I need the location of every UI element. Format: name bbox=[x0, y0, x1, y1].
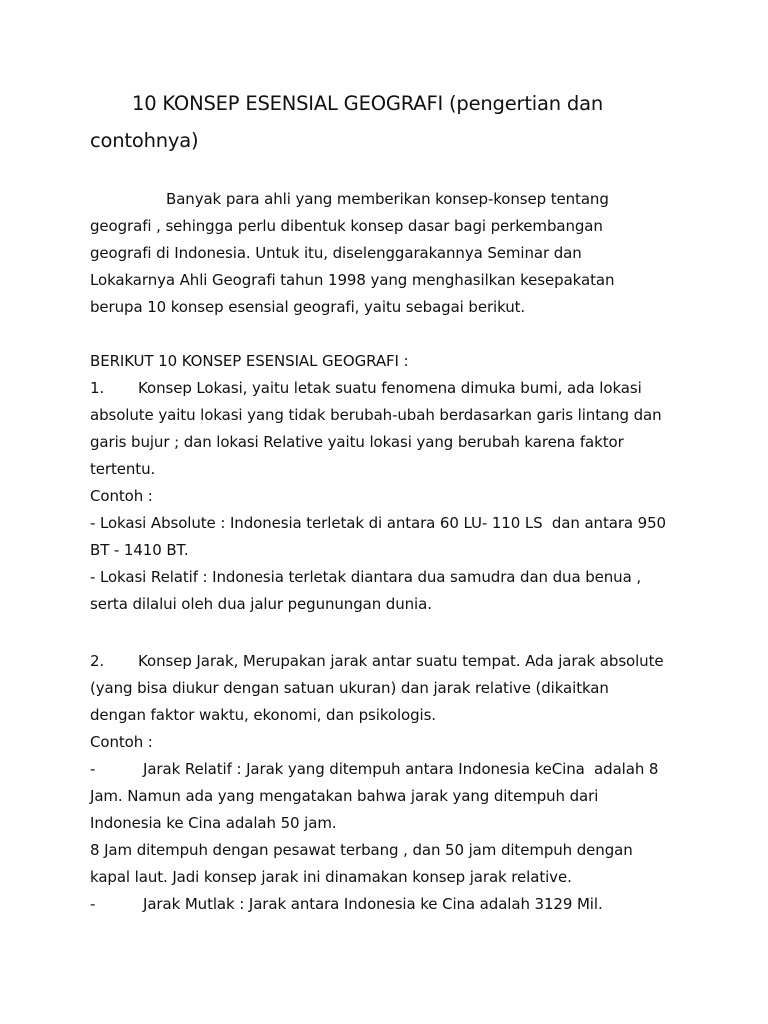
intro-line: Banyak para ahli yang memberikan konsep-konsep tentang bbox=[166, 190, 609, 208]
concept-2-line: dengan faktor waktu, ekonomi, dan psikologis. bbox=[90, 706, 436, 724]
concept-1-example-label: Contoh : bbox=[90, 487, 153, 505]
concept-1-first-line bbox=[90, 378, 642, 398]
concept-2-example-line: 8 Jam ditempuh dengan pesawat terbang , dan 50 jam ditempuh dengan bbox=[90, 841, 633, 859]
concept-2-first-line bbox=[90, 651, 664, 671]
concept-1-line: absolute yaitu lokasi yang tidak berubah-ubah berdasarkan garis lintang dan bbox=[90, 406, 662, 424]
concept-2-example-line: Indonesia ke Cina adalah 50 jam. bbox=[90, 814, 337, 832]
concept-2-example-line: Jam. Namun ada yang mengatakan bahwa jarak yang ditempuh dari bbox=[90, 787, 599, 805]
concept-1-number: 1. bbox=[90, 379, 105, 397]
concept-2-text: Konsep Jarak, Merupakan jarak antar suatu tempat. Ada jarak absolute bbox=[138, 652, 664, 670]
concept-2-example-label: Contoh : bbox=[90, 733, 153, 751]
concept-1-line: tertentu. bbox=[90, 460, 156, 478]
concept-2-example-2-line bbox=[90, 894, 603, 914]
concept-2-example-1-first-line bbox=[90, 759, 658, 779]
intro-line: geografi , sehingga perlu dibentuk konsep dasar bagi perkembangan bbox=[90, 217, 603, 235]
title-line-2: contohnya) bbox=[90, 129, 199, 152]
concept-1-example-line: - Lokasi Relatif : Indonesia terletak diantara dua samudra dan dua benua , bbox=[90, 568, 641, 586]
intro-line: berupa 10 konsep esensial geografi, yaitu sebagai berikut. bbox=[90, 298, 526, 316]
bullet-dash: - bbox=[90, 760, 96, 778]
concept-1-text: Konsep Lokasi, yaitu letak suatu fenomena dimuka bumi, ada lokasi bbox=[138, 379, 642, 397]
concept-2-number: 2. bbox=[90, 652, 105, 670]
title-line-1: 10 KONSEP ESENSIAL GEOGRAFI (pengertian dan bbox=[132, 92, 604, 115]
concept-2-line: (yang bisa diukur dengan satuan ukuran) dan jarak relative (dikaitkan bbox=[90, 679, 609, 697]
concept-1-line: garis bujur ; dan lokasi Relative yaitu lokasi yang berubah karena faktor bbox=[90, 433, 624, 451]
bullet-dash: - bbox=[90, 895, 96, 913]
concept-1-example-line: - Lokasi Absolute : Indonesia terletak di antara 60 LU- 110 LS dan antara 950 bbox=[90, 514, 666, 532]
concept-1-example-line: BT - 1410 BT. bbox=[90, 541, 189, 559]
concept-2-example-1-text: Jarak Relatif : Jarak yang ditempuh antara Indonesia keCina adalah 8 bbox=[143, 760, 659, 778]
intro-line: geografi di Indonesia. Untuk itu, diselenggarakannya Seminar dan bbox=[90, 244, 582, 262]
intro-line: Lokakarnya Ahli Geografi tahun 1998 yang menghasilkan kesepakatan bbox=[90, 271, 615, 289]
concept-2-example-line: kapal laut. Jadi konsep jarak ini dinamakan konsep jarak relative. bbox=[90, 868, 572, 886]
concept-1-example-line: serta dilalui oleh dua jalur pegunungan dunia. bbox=[90, 595, 432, 613]
list-heading: BERIKUT 10 KONSEP ESENSIAL GEOGRAFI : bbox=[90, 352, 409, 370]
concept-2-example-2-text: Jarak Mutlak : Jarak antara Indonesia ke Cina adalah 3129 Mil. bbox=[143, 895, 603, 913]
